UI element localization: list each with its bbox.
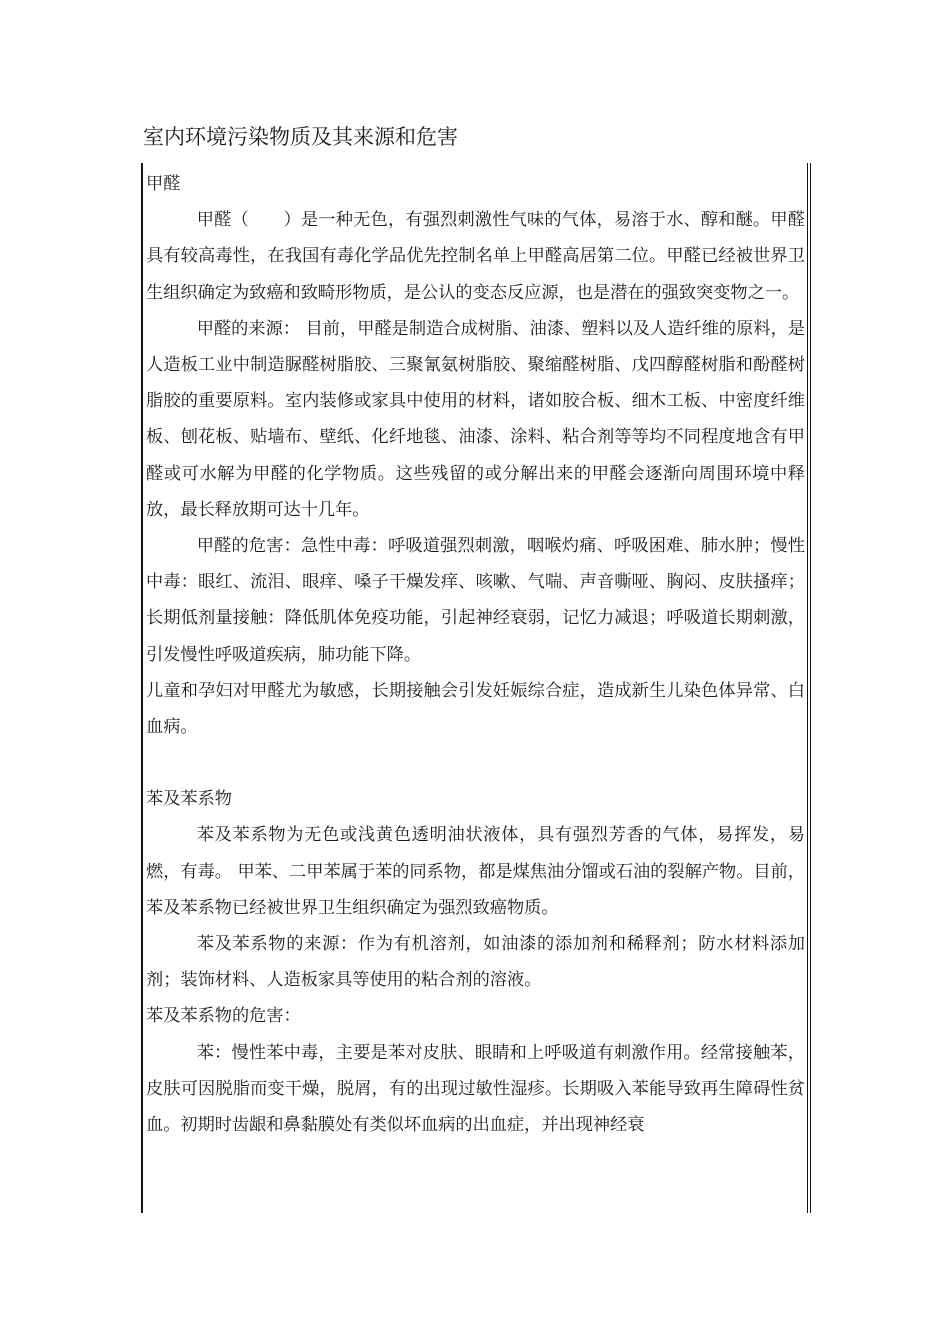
paragraph-formaldehyde-sources: 甲醛的来源： 目前，甲醛是制造合成树脂、油漆、塑料以及人造纤维的原料，是人造板工业中制造脲醛树脂胶、三聚氰氨树脂胶、聚缩醛树脂、戊四醇醛树脂和酚醛树脂胶的重要原料。室内装修或家具中使用的材料，诸如胶合板、细木工板、中密度纤维板、刨花板、贴墙布、壁纸、化纤地毯、油漆、涂料、粘合剂等等均不同程度地含有甲醛或可水解为甲醛的化学物质。这些残留的或分解出来的甲醛会逐渐向周围环境中释放，最长释放期可达十几年。 [146, 318, 805, 520]
paragraph-benzene-intro: 苯及苯系物为无色或浅黄色透明油状液体，具有强烈芳香的气体，易挥发，易燃，有毒。 甲苯、二甲苯属于苯的同系物，都是煤焦油分馏或石油的裂解产物。目前，苯及苯系物已经被世界卫生组织确定为强烈致癌物质。 [146, 825, 805, 918]
page-title: 室内环境污染物质及其来源和危害 [143, 125, 458, 149]
section-heading-formaldehyde: 甲醛 [146, 174, 181, 194]
section-spacer [146, 745, 805, 781]
paragraph-benzene-detail: 苯：慢性苯中毒，主要是苯对皮肤、眼睛和上呼吸道有刺激作用。经常接触苯，皮肤可因脱脂而变干燥，脱屑，有的出现过敏性湿疹。长期吸入苯能导致再生障碍性贫血。初期时齿龈和鼻黏膜处有类似坏血病的出血症，并出现神经衰 [146, 1042, 805, 1136]
paragraph-formaldehyde-note: 儿童和孕妇对甲醛尤为敏感，长期接触会引发妊娠综合症，造成新生儿染色体异常、白血病。 [146, 680, 805, 738]
content-table-cell [141, 163, 811, 1213]
paragraph-formaldehyde-intro: 甲醛（ ）是一种无色，有强烈刺激性气味的气体，易溶于水、醇和醚。甲醛具有较高毒性，在我国有毒化学品优先控制名单上甲醛高居第二位。甲醛已经被世界卫生组织确定为致癌和致畸形物质，是公认的变态反应源，也是潜在的强致突变物之一。 [146, 210, 805, 303]
section-heading-benzene: 苯及苯系物 [146, 789, 232, 810]
subheading-benzene-hazards: 苯及苯系物的危害： [146, 1006, 301, 1027]
paragraph-benzene-sources: 苯及苯系物的来源：作为有机溶剂，如油漆的添加剂和稀释剂；防水材料添加剂；装饰材料、人造板家具等使用的粘合剂的溶液。 [146, 934, 805, 991]
paragraph-formaldehyde-hazards: 甲醛的危害：急性中毒：呼吸道强烈刺激，咽喉灼痛、呼吸困难、肺水肿；慢性中毒：眼红、流泪、眼痒、嗓子干燥发痒、咳嗽、气喘、声音嘶哑、胸闷、皮肤搔痒；长期低剂量接触：降低肌体免疫功能，引起神经衰弱，记忆力减退；呼吸道长期刺激，引发慢性呼吸道疾病，肺功能下降。 [146, 536, 805, 665]
document-body [143, 163, 807, 1143]
